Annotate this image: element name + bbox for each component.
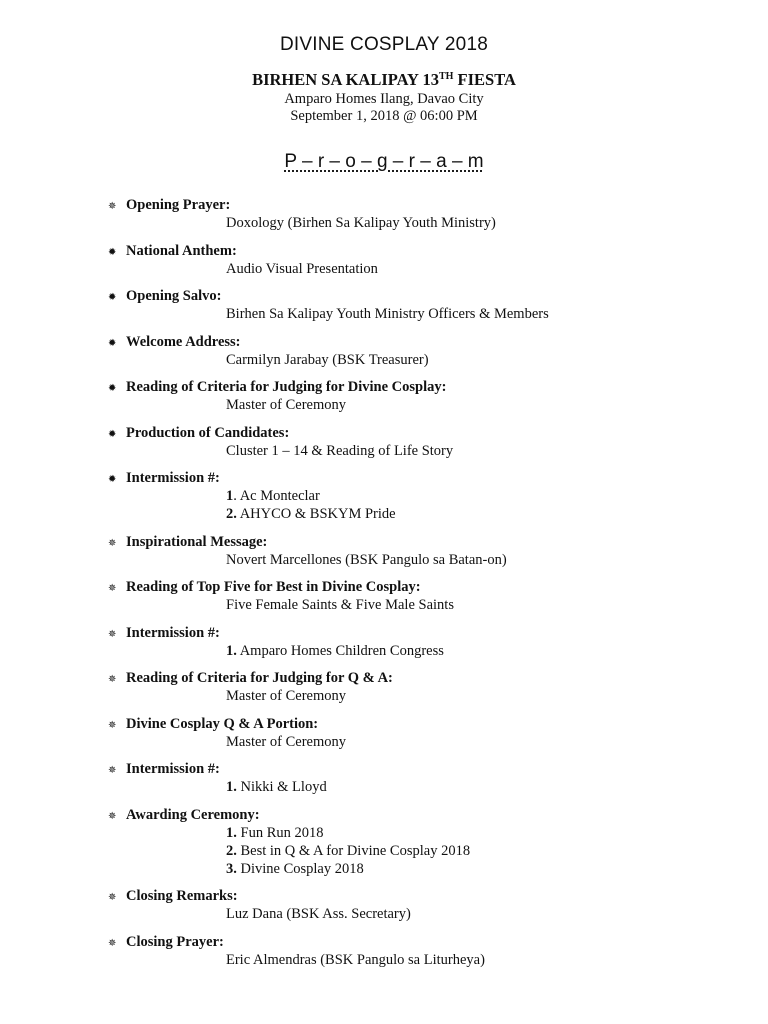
event-subtitle xyxy=(0,70,768,90)
subtitle-main: BIRHEN SA KALIPAY 13 xyxy=(252,70,439,89)
detail-text: Doxology (Birhen Sa Kalipay Youth Ministry) xyxy=(226,215,496,231)
program-item-detail xyxy=(226,442,728,460)
program-item xyxy=(108,378,728,414)
detail-number: 1 xyxy=(226,488,234,504)
program-item-detail xyxy=(226,824,728,842)
program-item-detail xyxy=(226,596,728,614)
program-item-header xyxy=(108,333,728,351)
program-item-header xyxy=(108,287,728,305)
star-bullet-icon: ✵ xyxy=(108,583,117,594)
program-item xyxy=(108,760,728,796)
program-item-title: Reading of Top Five for Best in Divine Cosplay: xyxy=(126,579,421,595)
program-item-title: Production of Candidates: xyxy=(126,424,290,441)
program-item-title: Divine Cosplay Q & A Portion: xyxy=(126,715,319,732)
detail-text: Birhen Sa Kalipay Youth Ministry Officers & Members xyxy=(226,306,549,322)
program-item-header xyxy=(108,533,728,551)
program-item-header xyxy=(108,624,728,642)
program-item-title: Reading of Criteria for Judging for Divine Cosplay: xyxy=(126,379,447,395)
star-bullet-icon: ✵ xyxy=(108,937,117,949)
program-item-title: Opening Salvo: xyxy=(126,288,222,304)
star-bullet-icon: ✵ xyxy=(108,537,117,549)
program-item xyxy=(108,624,728,660)
star-bullet-icon: ✹ xyxy=(108,337,117,349)
program-item-header xyxy=(108,424,728,442)
star-bullet-icon: ✹ xyxy=(108,292,117,303)
program-item-detail xyxy=(226,842,728,860)
program-item-header xyxy=(108,760,728,778)
star-bullet-icon: ✵ xyxy=(108,719,117,731)
program-item xyxy=(108,806,728,878)
star-bullet-icon: ✵ xyxy=(108,892,117,903)
detail-text: Carmilyn Jarabay (BSK Treasurer) xyxy=(226,351,429,368)
program-item xyxy=(108,242,728,278)
detail-text: AHYCO & BSKYM Pride xyxy=(236,506,396,522)
detail-text: Fun Run 2018 xyxy=(236,824,324,841)
program-item-header xyxy=(108,469,728,487)
program-item-title: Welcome Address: xyxy=(126,333,241,350)
program-item xyxy=(108,533,728,569)
program-item xyxy=(108,287,728,323)
program-item-title: Intermission #: xyxy=(126,470,220,486)
program-item xyxy=(108,669,728,705)
program-item-header xyxy=(108,578,728,596)
star-bullet-icon: ✵ xyxy=(108,628,117,640)
detail-number: 1. xyxy=(226,824,237,841)
detail-number: 2. xyxy=(226,506,237,522)
program-item xyxy=(108,887,728,923)
program-item xyxy=(108,578,728,614)
program-item-header xyxy=(108,715,728,733)
program-item-title: Inspirational Message: xyxy=(126,533,268,550)
program-item-detail xyxy=(226,214,728,232)
program-item-detail xyxy=(226,860,728,878)
program-item-title: Opening Prayer: xyxy=(126,197,231,213)
star-bullet-icon: ✹ xyxy=(108,428,117,440)
detail-text: Master of Ceremony xyxy=(226,688,346,704)
program-item-detail xyxy=(226,905,728,923)
program-item xyxy=(108,715,728,751)
program-item-detail xyxy=(226,642,728,660)
program-item-detail xyxy=(226,687,728,705)
program-item-detail xyxy=(226,778,728,796)
program-heading: P – r – o – g – r – a – m xyxy=(284,151,484,172)
detail-text: . Ac Monteclar xyxy=(233,488,320,504)
detail-number: 2. xyxy=(226,842,237,859)
program-item-title: Closing Remarks: xyxy=(126,888,238,904)
program-item-title: Awarding Ceremony: xyxy=(126,806,260,823)
program-item-detail xyxy=(226,305,728,323)
star-bullet-icon: ✹ xyxy=(108,474,117,485)
detail-text: Five Female Saints & Five Male Saints xyxy=(226,597,454,613)
program-item-header xyxy=(108,196,728,214)
program-item-title: National Anthem: xyxy=(126,242,237,259)
program-list xyxy=(108,196,728,978)
subtitle-superscript: TH xyxy=(438,71,454,82)
star-bullet-icon: ✹ xyxy=(108,383,117,394)
detail-text: Master of Ceremony xyxy=(226,397,346,413)
program-item-detail xyxy=(226,260,728,278)
program-item-detail xyxy=(226,487,728,505)
venue-line: Amparo Homes Ilang, Davao City xyxy=(284,91,484,107)
program-item xyxy=(108,469,728,523)
program-item-header xyxy=(108,669,728,687)
program-item-detail xyxy=(226,551,728,569)
subtitle-end: FIESTA xyxy=(453,70,516,89)
detail-text: Master of Ceremony xyxy=(226,733,346,750)
program-item-title: Reading of Criteria for Judging for Q & A: xyxy=(126,670,393,686)
program-item-detail xyxy=(226,351,728,369)
program-item-header xyxy=(108,242,728,260)
detail-number: 1. xyxy=(226,642,237,659)
detail-text: Luz Dana (BSK Ass. Secretary) xyxy=(226,906,411,922)
detail-text: Divine Cosplay 2018 xyxy=(236,860,364,877)
program-item xyxy=(108,333,728,369)
program-item-detail xyxy=(226,505,728,523)
program-item-header xyxy=(108,806,728,824)
program-item-detail xyxy=(226,733,728,751)
program-item-title: Intermission #: xyxy=(126,624,220,641)
detail-number: 1. xyxy=(226,779,237,795)
program-item-header xyxy=(108,887,728,905)
star-bullet-icon: ✵ xyxy=(108,810,117,822)
star-bullet-icon: ✵ xyxy=(108,765,117,776)
program-item-header xyxy=(108,933,728,951)
detail-text: Best in Q & A for Divine Cosplay 2018 xyxy=(236,842,471,859)
detail-text: Eric Almendras (BSK Pangulo sa Liturheya) xyxy=(226,951,485,968)
detail-text: Amparo Homes Children Congress xyxy=(236,642,444,659)
program-item-title: Closing Prayer: xyxy=(126,933,224,950)
detail-number: 3. xyxy=(226,860,237,877)
program-item xyxy=(108,424,728,460)
star-bullet-icon: ✹ xyxy=(108,246,117,258)
program-item xyxy=(108,196,728,232)
detail-text: Audio Visual Presentation xyxy=(226,260,378,277)
program-item-detail xyxy=(226,951,728,969)
detail-text: Nikki & Lloyd xyxy=(236,779,327,795)
document-title: DIVINE COSPLAY 2018 xyxy=(280,34,488,55)
detail-text: Novert Marcellones (BSK Pangulo sa Batan-on) xyxy=(226,551,507,568)
program-item-detail xyxy=(226,396,728,414)
detail-text: Cluster 1 – 14 & Reading of Life Story xyxy=(226,442,454,459)
datetime-line: September 1, 2018 @ 06:00 PM xyxy=(290,108,478,124)
program-item-title: Intermission #: xyxy=(126,761,220,777)
star-bullet-icon: ✵ xyxy=(108,201,117,212)
program-item xyxy=(108,933,728,969)
star-bullet-icon: ✵ xyxy=(108,674,117,685)
program-item-header xyxy=(108,378,728,396)
